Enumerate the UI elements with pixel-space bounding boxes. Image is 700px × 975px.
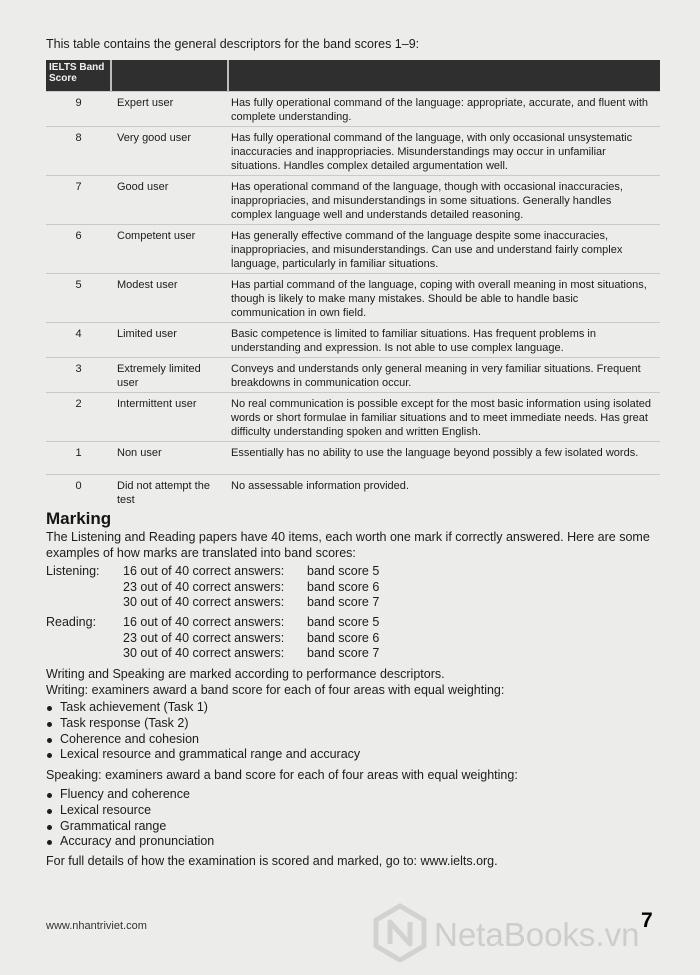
- writing-criteria-list: [46, 700, 360, 763]
- band-score: 2: [46, 393, 111, 442]
- speaking-criteria-list: [46, 787, 214, 850]
- band-score-value: band score 7: [307, 646, 380, 660]
- band-score-value: band score 5: [307, 615, 380, 629]
- band-label: Very good user: [111, 127, 228, 176]
- table-row: [46, 274, 660, 323]
- band-description: Has fully operational command of the language: appropriate, accurate, and fluent with complete understanding.: [228, 92, 660, 127]
- band-description: Essentially has no ability to use the language beyond possibly a few isolated words.: [228, 442, 660, 475]
- closing-note: For full details of how the examination is scored and marked, go to: www.ielts.org.: [46, 854, 498, 868]
- list-item: Grammatical range: [46, 819, 214, 835]
- list-item: Task achievement (Task 1): [46, 700, 360, 716]
- table-row: [46, 176, 660, 225]
- table-row: [46, 92, 660, 127]
- table-row: [46, 442, 660, 475]
- band-score: 8: [46, 127, 111, 176]
- table-row: [46, 127, 660, 176]
- publisher-url: www.nhantriviet.com: [46, 920, 147, 932]
- band-score-value: band score 6: [307, 579, 380, 594]
- list-item: Lexical resource and grammatical range and accuracy: [46, 747, 360, 763]
- page-number: 7: [641, 909, 653, 932]
- band-score-value: band score 5: [307, 564, 380, 578]
- band-description: Conveys and understands only general meaning in very familiar situations. Frequent breakdowns in communication occur.: [228, 358, 660, 393]
- speaking-intro: Speaking: examiners award a band score for each of four areas with equal weighting:: [46, 768, 518, 782]
- band-description: Has generally effective command of the language despite some inaccuracies, inappropriacies, and misunderstandings. Can use and understand fairly complex language, particularly in familiar situations.: [228, 225, 660, 274]
- description-header: [228, 60, 660, 92]
- band-description: Has operational command of the language, though with occasional inaccuracies, inappropriacies, and misunderstandings in some situations. Generally handles complex language well and understands detailed reasoning.: [228, 176, 660, 225]
- band-score: 1: [46, 442, 111, 475]
- band-score-header: IELTS Band Score: [46, 60, 111, 92]
- score-row: [123, 564, 379, 580]
- band-label: Non user: [111, 442, 228, 475]
- list-item: Accuracy and pronunciation: [46, 834, 214, 850]
- reading-label: Reading:: [46, 615, 97, 629]
- score-row: [123, 615, 379, 631]
- band-description: Has fully operational command of the language, with only occasional unsystematic inaccuracies and inappropriacies. Misunderstandings may occur in unfamiliar situations. Handles complex detailed argumentation well.: [228, 127, 660, 176]
- band-score: 0: [46, 475, 111, 510]
- writing-intro: Writing: examiners award a band score for each of four areas with equal weighting:: [46, 683, 505, 697]
- list-item: Task response (Task 2): [46, 716, 360, 732]
- watermark-logo-icon: [376, 906, 424, 960]
- marking-intro: The Listening and Reading papers have 40 items, each worth one mark if correctly answered. Here are some examples of how marks are translated into band scores:: [46, 530, 650, 560]
- correct-answers: 16 out of 40 correct answers:: [123, 564, 285, 578]
- list-item: Fluency and coherence: [46, 787, 214, 803]
- band-score-value: band score 6: [307, 630, 380, 645]
- band-score: 9: [46, 92, 111, 127]
- band-description: Basic competence is limited to familiar situations. Has frequent problems in understanding and expression. Is not able to use complex language.: [228, 323, 660, 358]
- band-label: Modest user: [111, 274, 228, 323]
- band-label: Limited user: [111, 323, 228, 358]
- correct-answers: 23 out of 40 correct answers:: [123, 630, 285, 645]
- band-score: 6: [46, 225, 111, 274]
- band-description: Has partial command of the language, coping with overall meaning in most situations, though is likely to make many mistakes. Should be able to handle basic communication in own field.: [228, 274, 660, 323]
- label-header: [111, 60, 228, 92]
- table-row: [46, 358, 660, 393]
- band-score-value: band score 7: [307, 595, 380, 609]
- table-row: [46, 323, 660, 358]
- table-row: [46, 393, 660, 442]
- table-header-row: [46, 60, 660, 92]
- band-label: Intermittent user: [111, 393, 228, 442]
- band-description: No real communication is possible except for the most basic information using isolated words or short formulae in familiar situations and to meet immediate needs. Has great difficulty understanding spoken and written English.: [228, 393, 660, 442]
- correct-answers: 16 out of 40 correct answers:: [123, 615, 285, 629]
- table-intro: This table contains the general descriptors for the band scores 1–9:: [46, 37, 420, 51]
- writing-speaking-note: Writing and Speaking are marked according to performance descriptors.: [46, 667, 445, 681]
- netabooks-watermark: [370, 902, 660, 962]
- correct-answers: 30 out of 40 correct answers:: [123, 595, 285, 609]
- band-score: 7: [46, 176, 111, 225]
- table-row: [46, 475, 660, 510]
- band-score: 3: [46, 358, 111, 393]
- score-row: [123, 580, 379, 596]
- list-item: Coherence and cohesion: [46, 732, 360, 748]
- band-label: Did not attempt the test: [111, 475, 228, 510]
- score-row: [123, 646, 379, 662]
- band-label: Extremely limited user: [111, 358, 228, 393]
- band-label: Expert user: [111, 92, 228, 127]
- correct-answers: 30 out of 40 correct answers:: [123, 646, 285, 660]
- watermark-text: NetaBooks.vn: [434, 916, 640, 953]
- band-label: Good user: [111, 176, 228, 225]
- score-row: [123, 595, 379, 611]
- band-label: Competent user: [111, 225, 228, 274]
- score-row: [123, 631, 379, 647]
- marking-heading: Marking: [46, 509, 112, 528]
- table-row: [46, 225, 660, 274]
- band-score: 4: [46, 323, 111, 358]
- listening-label: Listening:: [46, 564, 100, 578]
- band-score: 5: [46, 274, 111, 323]
- band-descriptor-table: [46, 60, 660, 509]
- correct-answers: 23 out of 40 correct answers:: [123, 579, 285, 594]
- band-description: No assessable information provided.: [228, 475, 660, 510]
- list-item: Lexical resource: [46, 803, 214, 819]
